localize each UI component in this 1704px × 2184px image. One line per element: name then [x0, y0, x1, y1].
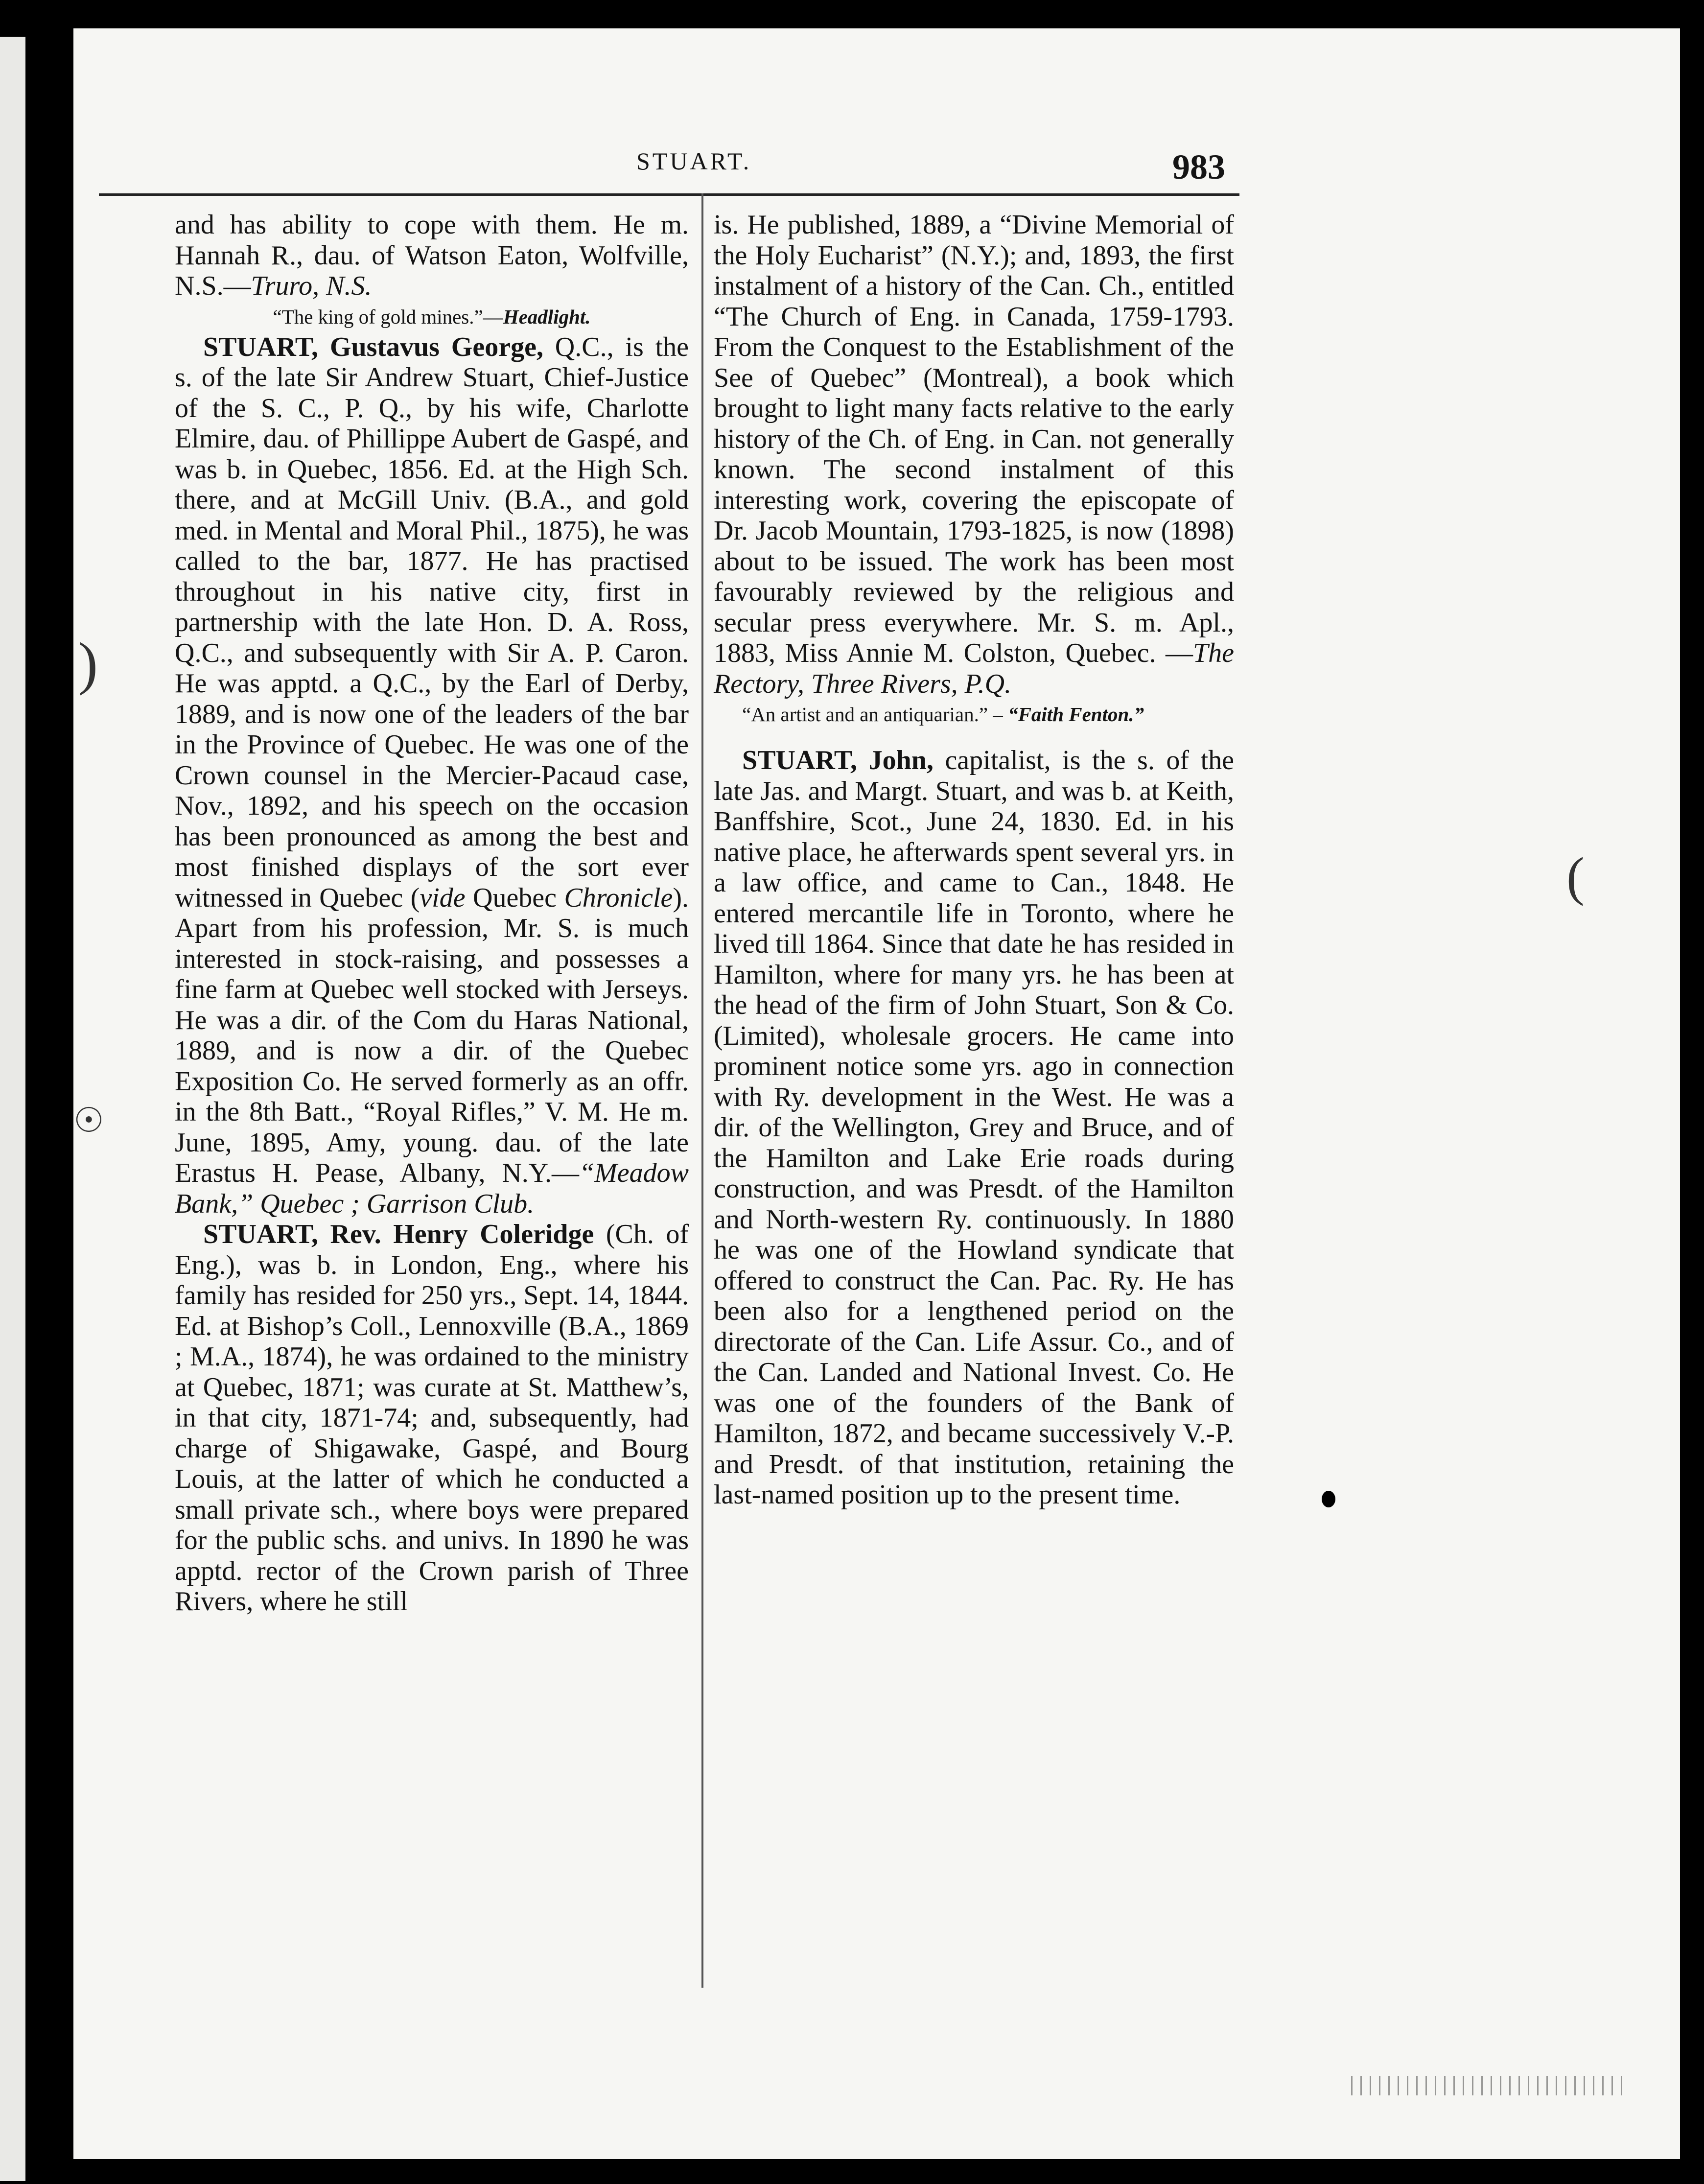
- quote-text: “The king of gold mines.”—: [273, 305, 503, 328]
- entry-italic: vide: [420, 882, 466, 913]
- ink-blot: [1322, 1491, 1335, 1507]
- entry-text: Quebec: [465, 882, 564, 913]
- quote-source: “Faith Fenton.”: [1008, 703, 1144, 726]
- margin-mark: ): [78, 631, 98, 696]
- right-column: [714, 210, 1234, 1510]
- column-divider: [701, 193, 703, 1988]
- margin-mark: ☉: [73, 1102, 104, 1140]
- quote-source: Headlight.: [503, 305, 591, 328]
- entry-name: STUART, Gustavus George,: [203, 331, 543, 362]
- entry-name: STUART, John,: [742, 745, 934, 775]
- entry-text: (Ch. of Eng.), was b. in London, Eng., where his family has resided for 250 yrs., Sept. 14, 1844. Ed. at Bishop’s Coll., Lennoxville (B.A., 1869 ; M.A., 1874), he was ordained to the ministry at Quebec, 1871; was curate at St. Matthew’s, in that city, 1871-74; and, subsequently, had charge of Shigawake, Gaspé, and Bourg Louis, at the latter of which he conducted a small private sch., where boys were prepared for the public schs. and univs. In 1890 he was apptd. rector of the Crown parish of Three Rivers, where he still: [175, 1219, 689, 1617]
- entry-address: The Rectory, Three Rivers, P.Q.: [714, 638, 1234, 699]
- entry-text: is. He published, 1889, a “Divine Memorial of the Holy Eucharist” (N.Y.); and, 1893, the first instalment of a history of the Can. Ch., entitled “The Church of Eng. in Canada, 1759-1793. From the Conquest to the Establishment of the See of Quebec” (Montreal), a book which brought to light many facts relative to the early history of the Ch. of Eng. in Can. not generally known. The second instalment of this interesting work, covering the episcopate of Dr. Jacob Mountain, 1793-1825, is now (1898) about to be issued. The work has been most favourably reviewed by the religious and secular press everywhere. Mr. S. m. Apl., 1883, Miss Annie M. Colston, Quebec. —: [714, 210, 1234, 668]
- running-head: STUART.: [636, 147, 752, 175]
- entry-continuation: [714, 210, 1234, 699]
- biography-entry: [175, 1219, 689, 1617]
- biography-entry: [175, 332, 689, 1220]
- margin-mark: (: [1566, 846, 1585, 906]
- left-column: [175, 210, 689, 1617]
- entry-name: STUART, Rev. Henry Coleridge: [203, 1219, 594, 1249]
- header-rule: [99, 193, 1239, 196]
- entry-text: and has ability to cope with them. He m. Hannah R., dau. of Watson Eaton, Wolfville, N.S.—: [175, 210, 689, 301]
- entry-italic: Chronicle: [564, 882, 673, 913]
- entry-quote: [175, 302, 689, 332]
- entry-text: capitalist, is the s. of the late Jas. and Margt. Stuart, and was b. at Keith, Banffshire, Scot., June 24, 1830. Ed. in his native place, he afterwards spent several yrs. in a law office, and came to Can., 1848. He entered mercantile life in Toronto, where he lived till 1864. Since that date he has resided in Hamilton, where for many yrs. he has been at the head of the firm of John Stuart, Son & Co. (Limited), wholesale grocers. He came into prominent notice some yrs. ago in connection with Ry. development in the West. He was a dir. of the Wellington, Grey and Bruce, and of the Hamilton and Lake Erie roads during construction, and was Presdt. of the Hamilton and North-western Ry. continuously. In 1880 he was one of the Howland syndicate that offered to construct the Can. Pac. Ry. He has been also for a lengthened period on the directorate of the Can. Life Assur. Co., and of the Can. Landed and National Invest. Co. He was one of the founders of the Bank of Hamilton, 1872, and became successively V.-P. and Presdt. of that institution, retaining the last-named position up to the present time.: [714, 745, 1234, 1510]
- entry-text: ). Apart from his profession, Mr. S. is much interested in stock-raising, and possesses a fine farm at Quebec well stocked with Jerseys. He was a dir. of the Com du Haras National, 1889, and is now a dir. of the Quebec Exposition Co. He served formerly as an offr. in the 8th Batt., “Royal Rifles,” V. M. He m. June, 1895, Amy, young. dau. of the late Erastus H. Pease, Albany, N.Y.—: [175, 882, 689, 1188]
- facing-page-edge: [0, 37, 25, 2181]
- scan-specks: [1351, 2076, 1625, 2095]
- entry-continuation: [175, 210, 689, 302]
- entry-address: “Meadow Bank,” Quebec ; Garrison Club.: [175, 1158, 689, 1219]
- spacer: [714, 729, 1234, 745]
- quote-text: “An artist and an antiquarian.” –: [742, 703, 1008, 726]
- entry-quote: [714, 699, 1234, 729]
- entry-address: Truro, N.S.: [251, 271, 372, 301]
- page-number: 983: [1172, 147, 1225, 187]
- biography-entry: [714, 745, 1234, 1510]
- entry-text: Q.C., is the s. of the late Sir Andrew Stuart, Chief-Justice of the S. C., P. Q., by his wife, Charlotte Elmire, dau. of Phillippe Aubert de Gaspé, and was b. in Quebec, 1856. Ed. at the High Sch. there, and at McGill Univ. (B.A., and gold med. in Mental and Moral Phil., 1875), he was called to the bar, 1877. He has practised throughout in his native city, first in partnership with the late Hon. D. A. Ross, Q.C., and subsequently with Sir A. P. Caron. He was apptd. a Q.C., by the Earl of Derby, 1889, and is now one of the leaders of the bar in the Province of Quebec. He was one of the Crown counsel in the Mercier-Pacaud case, Nov., 1892, and his speech on the occasion has been pronounced as among the best and most finished displays of the sort ever witnessed in Quebec (: [175, 331, 689, 913]
